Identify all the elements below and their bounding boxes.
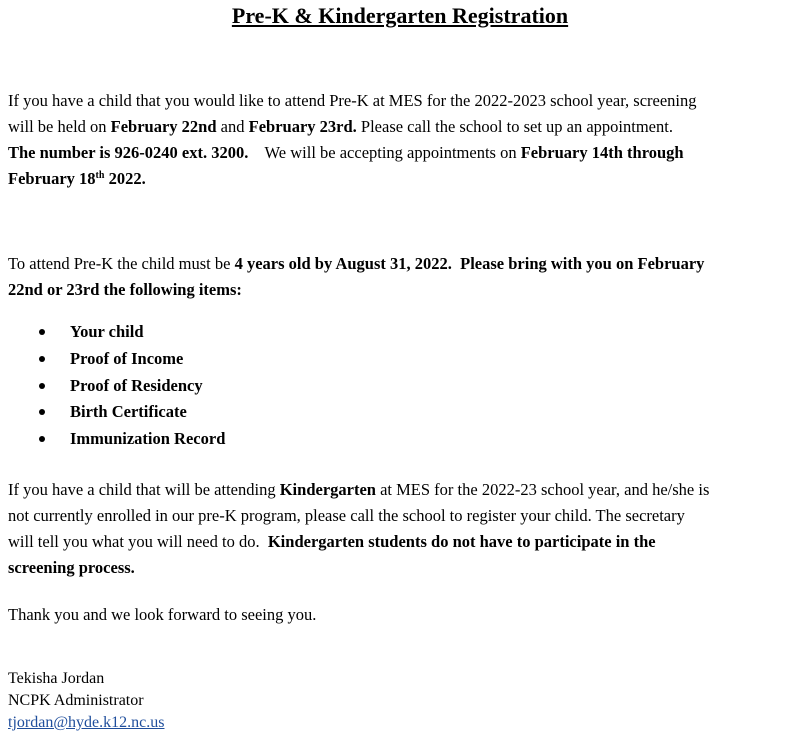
bullet-icon xyxy=(39,436,45,442)
bullet-icon xyxy=(39,409,45,415)
paragraph-line xyxy=(8,88,798,114)
text-run: Please call the school to set up an appointment. xyxy=(356,117,673,136)
paragraph-line xyxy=(8,503,798,529)
paragraph-line xyxy=(8,166,798,192)
signature-role: NCPK Administrator xyxy=(8,692,144,709)
bullet-icon xyxy=(39,329,45,335)
bring-items-text: Please bring with you on February xyxy=(451,254,705,273)
text-run: will be held on xyxy=(8,117,111,136)
appointment-dates-text: February 14th through xyxy=(520,143,684,162)
kindergarten-paragraph xyxy=(8,477,798,581)
paragraph-line xyxy=(8,140,798,166)
list-item xyxy=(0,346,225,373)
page-title: Pre-K & Kindergarten Registration xyxy=(231,3,569,28)
text-run: We will be accepting appointments on xyxy=(248,143,521,162)
paragraph-line xyxy=(8,251,798,277)
list-item-label: Proof of Income xyxy=(70,348,184,368)
text-run: at MES for the 2022-23 school year, and he/she is xyxy=(375,480,710,499)
list-item-label: Immunization Record xyxy=(70,429,226,449)
closing-text: Thank you and we look forward to seeing you. xyxy=(8,605,317,624)
text-run: will tell you what you will need to do. xyxy=(8,532,268,551)
text-run: If you have a child that you would like to attend Pre-K at MES for the 2022-2023 school year, screening xyxy=(8,91,697,110)
list-item xyxy=(0,426,225,453)
paragraph-line xyxy=(8,555,798,581)
kindergarten-note: Kindergarten students do not have to participate in the xyxy=(267,532,656,551)
required-items-list xyxy=(0,319,225,453)
list-item-label: Your child xyxy=(70,322,144,341)
list-item xyxy=(0,319,225,346)
text-run: To attend Pre-K the child must be xyxy=(8,254,235,273)
signature-block xyxy=(8,668,164,734)
paragraph-line xyxy=(8,477,798,503)
text-run: February 18 xyxy=(8,169,96,188)
list-item xyxy=(0,373,225,400)
kindergarten-note: screening process. xyxy=(8,558,135,577)
list-item-label: Proof of Residency xyxy=(70,375,203,395)
prek-requirements-paragraph xyxy=(8,251,798,303)
kindergarten-text: Kindergarten xyxy=(279,480,376,499)
prek-screening-paragraph xyxy=(8,88,798,192)
phone-number-text: The number is 926-0240 ext. 3200. xyxy=(8,143,249,162)
email-link[interactable]: tjordan@hyde.k12.nc.us xyxy=(8,714,165,731)
list-item-label: Birth Certificate xyxy=(70,402,187,422)
paragraph-line xyxy=(8,114,798,140)
ordinal-suffix: th xyxy=(95,170,105,181)
text-run: not currently enrolled in our pre-K program, please call the school to register your child. The secretary xyxy=(8,506,685,525)
bring-items-text: 22nd or 23rd the following items: xyxy=(8,280,242,299)
bullet-icon xyxy=(39,383,45,389)
closing-paragraph xyxy=(8,602,798,628)
signature-name: Tekisha Jordan xyxy=(8,670,105,687)
screening-date-1: February 22nd xyxy=(110,117,217,136)
text-run: If you have a child that will be attending xyxy=(8,480,280,499)
appointment-end-date xyxy=(8,169,146,188)
screening-date-2: February 23rd. xyxy=(248,117,357,136)
bullet-icon xyxy=(39,356,45,362)
age-requirement-text: 4 years old by August 31, 2022. xyxy=(234,254,452,273)
paragraph-line xyxy=(8,529,798,555)
list-item xyxy=(0,399,225,426)
text-run: and xyxy=(216,117,249,136)
text-run: 2022. xyxy=(104,169,146,188)
paragraph-line xyxy=(8,277,798,303)
